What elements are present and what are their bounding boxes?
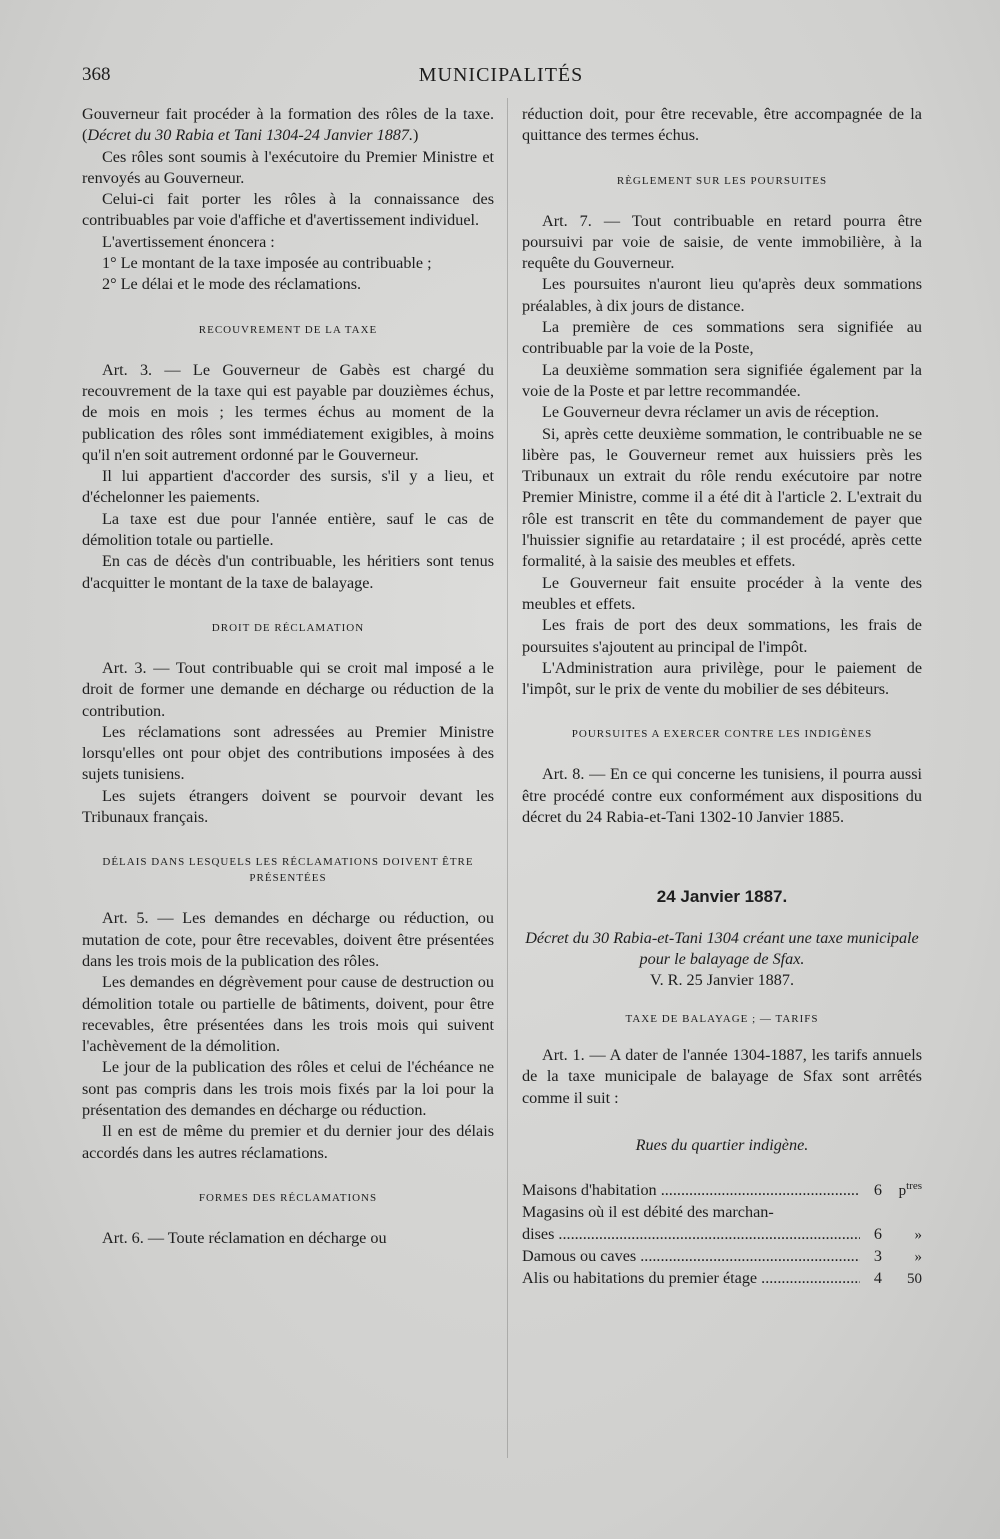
paragraph: Ces rôles sont soumis à l'exécutoire du Premier Ministre et renvoyés au Gouverneur. xyxy=(82,147,494,187)
tariff-table xyxy=(522,1176,922,1290)
tariff-label: dises ..... xyxy=(522,1224,860,1245)
tariff-label: Maisons d'habitation ..... xyxy=(522,1180,860,1201)
right-column xyxy=(522,104,922,1291)
tariff-amount: 4 xyxy=(873,1269,882,1288)
tariff-row xyxy=(522,1224,922,1246)
paragraph: La première de ces sommations sera signifiée au contribuable par la voie de la Poste, xyxy=(522,318,922,358)
decree-title: Décret du 30 Rabia-et-Tani 1304 créant une taxe municipale pour le balayage de Sfax. xyxy=(525,928,919,968)
paragraph: En cas de décès d'un contribuable, les héritiers sont tenus d'acquitter le montant de la taxe de balayage. xyxy=(82,552,494,592)
tariff-label: Damous ou caves ..... xyxy=(522,1246,860,1267)
paragraph: Art. 3. — Tout contribuable qui se croit mal imposé a le droit de former une demande en décharge ou réduction de la contribution. xyxy=(82,658,494,720)
paragraph: Art. 3. — Le Gouverneur de Gabès est chargé du recouvrement de la taxe qui est payable par douzièmes échus, de mois en mois ; les termes échus au moment de la publication des rôles sont immédiatement exigibles, à moins qu'il n'en soit autrement ordonné par le Gouverneur. xyxy=(82,360,494,464)
page-header xyxy=(82,64,920,94)
section-heading: FORMES DES RÉCLAMATIONS xyxy=(198,1191,378,1204)
section-heading: DROIT DE RÉCLAMATION xyxy=(211,621,365,634)
section-heading: POURSUITES A EXERCER CONTRE LES INDIGÈNES xyxy=(571,728,873,741)
tariff-row xyxy=(522,1268,922,1290)
section-heading: RECOUVREMENT DE LA TAXE xyxy=(198,323,378,336)
paragraph: Le jour de la publication des rôles et celui de l'échéance ne sont pas compris dans les trois mois fixés par la loi pour la présentation des demandes en décharge ou réduction. xyxy=(82,1058,494,1119)
tariff-unit: 50 xyxy=(907,1271,922,1288)
section-heading: RÈGLEMENT SUR LES POURSUITES xyxy=(616,174,828,187)
paragraph: Les sujets étrangers doivent se pourvoir devant les Tribunaux français. xyxy=(82,786,494,827)
paragraph: Art. 1. — A dater de l'année 1304-1887, les tarifs annuels de la taxe municipale de balayage de Sfax sont arrêtés comme il suit : xyxy=(522,1045,922,1107)
paragraph: Le Gouverneur devra réclamer un avis de réception. xyxy=(542,403,880,422)
section-heading: TAXE DE BALAYAGE ; — TARIFS xyxy=(625,1012,819,1025)
paragraph: Celui-ci fait porter les rôles à la connaissance des contribuables par voie d'affiche et d'avertissement individuel. xyxy=(82,190,494,230)
paragraph: réduction doit, pour être recevable, être accompagnée de la quittance des termes échus. xyxy=(522,105,922,145)
tariff-amount: 6 xyxy=(873,1181,882,1200)
paragraph: Il lui appartient d'accorder des sursis, s'il y a lieu, et d'échelonner les paiements. xyxy=(82,467,494,507)
running-title: MUNICIPALITÉS xyxy=(418,64,584,86)
paragraph: Gouverneur fait procéder à la formation des rôles de la taxe. (Décret du 30 Rabia et Tani 1304-24 Janvier 1887.) xyxy=(82,105,494,145)
section-heading: DÉLAIS DANS LESQUELS LES RÉCLAMATIONS DOIVENT ÊTRE PRÉSENTÉES xyxy=(102,856,474,885)
tariff-row-continued xyxy=(522,1202,922,1223)
paragraph: Les demandes en dégrèvement pour cause de destruction ou démolition totale ou partielle de bâtiments, doivent, pour être recevables, être présentées dans les trois mois qui suivent l'achèvement de la démolition. xyxy=(82,973,494,1056)
tariff-unit: $p^{tres}$ xyxy=(898,1180,922,1200)
paragraph: Les réclamations sont adressées au Premier Ministre lorsqu'elles ont pour objet des contributions imposées à des sujets tunisiens. xyxy=(82,722,494,784)
paragraph: 1° Le montant de la taxe imposée au contribuable ; xyxy=(102,254,432,273)
paragraph: L'Administration aura privilège, pour le paiement de l'impôt, sur le prix de vente du mobilier de ses débiteurs. xyxy=(522,658,922,699)
subheading: Rues du quartier indigène. xyxy=(635,1135,809,1154)
paragraph: 2° Le délai et le mode des réclamations. xyxy=(102,275,362,294)
paragraph: La taxe est due pour l'année entière, sauf le cas de démolition totale ou partielle. xyxy=(82,509,494,550)
page-number: 368 xyxy=(82,64,111,85)
paragraph: Art. 5. — Les demandes en décharge ou réduction, ou mutation de cote, pour être recevables, doivent être présentées dans les trois mois de la publication des rôles. xyxy=(82,909,494,970)
tariff-row xyxy=(522,1176,922,1202)
decree-reference: V. R. 25 Janvier 1887. xyxy=(649,970,795,989)
tariff-label: Alis ou habitations du premier étage ..... xyxy=(522,1268,860,1289)
paragraph: La deuxième sommation sera signifiée également par la voie de la Poste et par lettre recommandée. xyxy=(522,360,922,400)
paragraph: Si, après cette deuxième sommation, le contribuable ne se libère pas, le Gouverneur remet aux huissiers près les Tribunaux un extrait du rôle rendu exécutoire par notre Premier Ministre, comme il a été dit à l'article 2. L'extrait du rôle est transcrit en tête du commandement de payer que l'huissier signifie au retardataire ; il est procédé, après cette formalité, à la saisie des meubles et effets. xyxy=(522,424,922,571)
paragraph: Art. 8. — En ce qui concerne les tunisiens, il pourra aussi être procédé contre eux conformément aux dispositions du décret du 24 Rabia-et-Tani 1302-10 Janvier 1885. xyxy=(522,765,922,827)
paragraph: Art. 7. — Tout contribuable en retard pourra être poursuivi par voie de saisie, de vente immobilière, à la requête du Gouverneur. xyxy=(522,211,922,273)
tariff-row xyxy=(522,1246,922,1268)
paragraph: Les poursuites n'auront lieu qu'après deux sommations préalables, à dix jours de distance. xyxy=(522,275,922,315)
tariff-label: Magasins où il est débité des marchan- xyxy=(522,1203,774,1222)
tariff-unit: » xyxy=(914,1226,922,1243)
left-column xyxy=(82,104,494,1249)
paragraph: Art. 6. — Toute réclamation en décharge ou xyxy=(102,1228,387,1247)
paragraph: L'avertissement énoncera : xyxy=(102,232,275,251)
column-divider xyxy=(507,98,508,1458)
tariff-amount: 3 xyxy=(873,1246,882,1265)
tariff-amount: 6 xyxy=(873,1224,882,1243)
paragraph: Il en est de même du premier et du dernier jour des délais accordés dans les autres réclamations. xyxy=(82,1122,494,1162)
paragraph: Le Gouverneur fait ensuite procéder à la vente des meubles et effets. xyxy=(522,573,922,613)
paragraph: Les frais de port des deux sommations, les frais de poursuites s'ajoutent au principal de l'impôt. xyxy=(522,616,922,656)
tariff-unit: » xyxy=(914,1248,922,1265)
date-heading: 24 Janvier 1887. xyxy=(656,887,788,907)
